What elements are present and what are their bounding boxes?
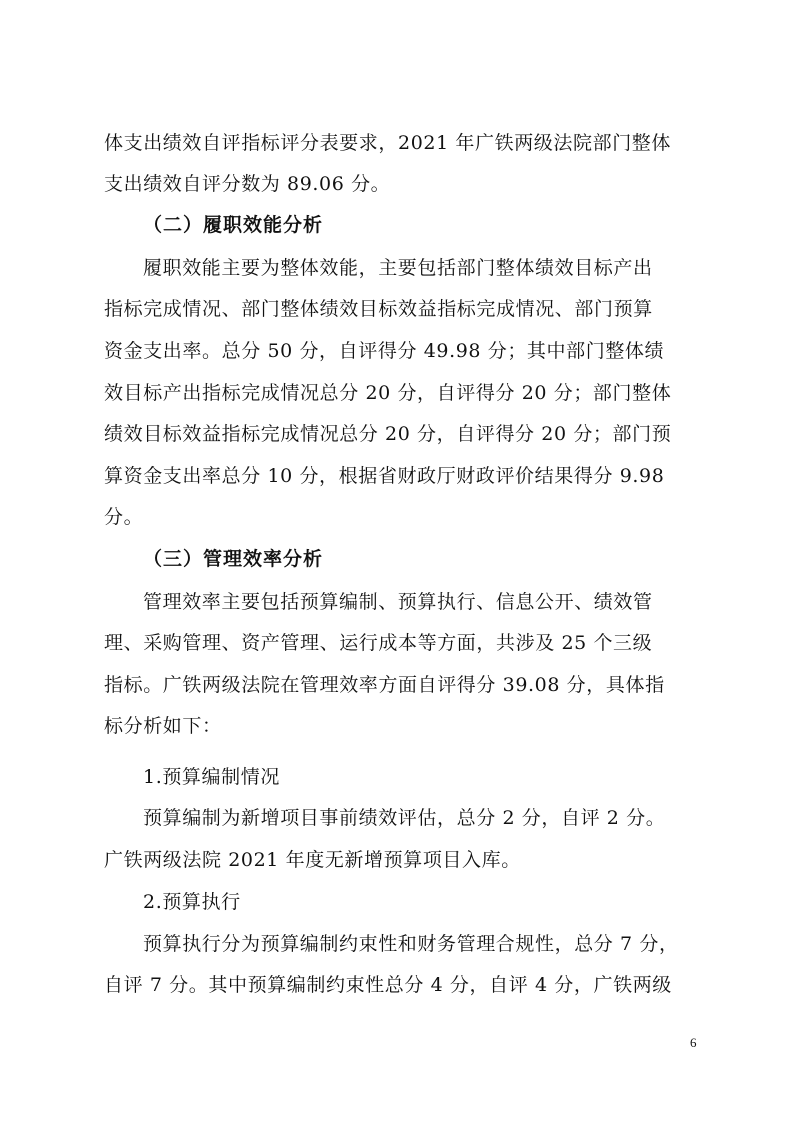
section-heading: （二）履职效能分析	[143, 214, 324, 236]
paragraph-line: 效目标产出指标完成情况总分 20 分，自评得分 20 分；部门整体	[104, 382, 672, 404]
paragraph-line: 分。	[104, 506, 144, 528]
paragraph-line: 体支出绩效自评指标评分表要求，2021 年广铁两级法院部门整体	[104, 132, 671, 154]
paragraph-line: 预算编制为新增项目事前绩效评估，总分 2 分，自评 2 分。	[143, 807, 666, 829]
paragraph-line: 管理效率主要包括预算编制、预算执行、信息公开、绩效管	[143, 591, 653, 613]
paragraph-line: 履职效能主要为整体效能，主要包括部门整体绩效目标产出	[143, 257, 653, 279]
paragraph-line: 资金支出率。总分 50 分，自评得分 49.98 分；其中部门整体绩	[104, 340, 665, 362]
subsection-heading: 2.预算执行	[143, 891, 241, 913]
paragraph-line: 广铁两级法院 2021 年度无新增预算项目入库。	[104, 849, 521, 871]
paragraph-line: 指标。广铁两级法院在管理效率方面自评得分 39.08 分，具体指	[104, 674, 665, 696]
paragraph-line: 支出绩效自评分数为 89.06 分。	[104, 173, 391, 195]
paragraph-line: 预算执行分为预算编制约束性和财务管理合规性，总分 7 分，	[143, 933, 679, 955]
subsection-heading: 1.预算编制情况	[143, 766, 280, 788]
page-number: 6	[690, 1035, 697, 1050]
paragraph-line: 算资金支出率总分 10 分，根据省财政厅财政评价结果得分 9.98	[104, 465, 665, 487]
paragraph-line: 指标完成情况、部门整体绩效目标效益指标完成情况、部门预算	[104, 298, 653, 320]
paragraph-line: 理、采购管理、资产管理、运行成本等方面，共涉及 25 个三级	[104, 632, 653, 654]
section-heading: （三）管理效率分析	[143, 548, 324, 570]
paragraph-line: 自评 7 分。其中预算编制约束性总分 4 分，自评 4 分，广铁两级	[104, 974, 672, 996]
paragraph-line: 绩效目标效益指标完成情况总分 20 分，自评得分 20 分；部门预	[104, 423, 672, 445]
paragraph-line: 标分析如下：	[104, 715, 222, 737]
